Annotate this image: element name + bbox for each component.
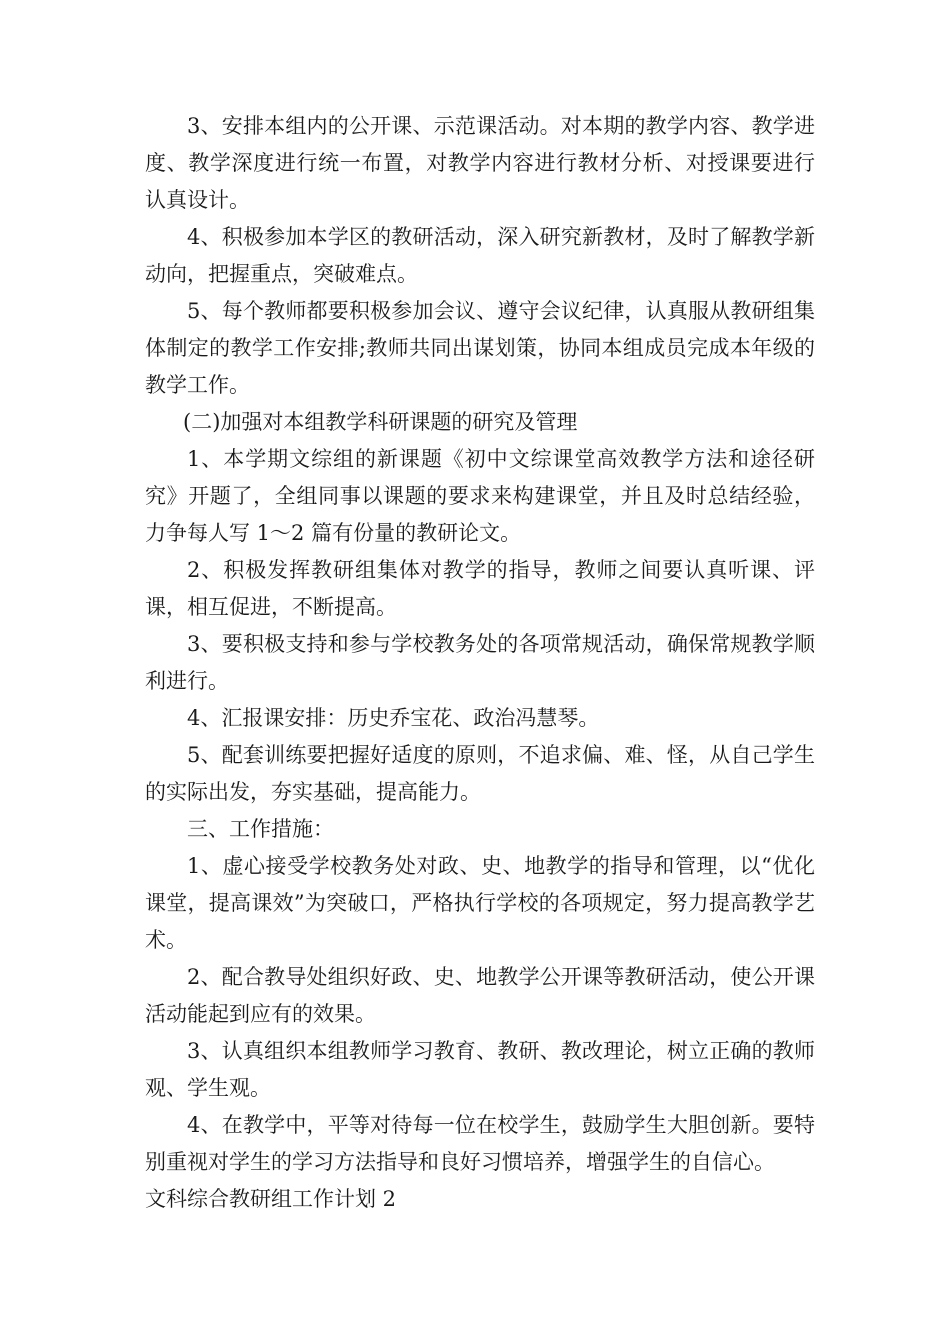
- paragraph-item-4-research-activity: 4、积极参加本学区的教研活动，深入研究新教材，及时了解教学新动向，把握重点，突破难点。: [145, 225, 815, 286]
- paragraph-item-4-equal-treatment: 4、在教学中，平等对待每一位在校学生，鼓励学生大胆创新。要特别重视对学生的学习方法指导和良好习惯培养，增强学生的自信心。: [145, 1113, 815, 1174]
- paragraph-item-3-study-theory: 3、认真组织本组教师学习教育、教研、教改理论，树立正确的教师观、学生观。: [145, 1039, 815, 1100]
- section-heading-research-management: (二)加强对本组教学科研课题的研究及管理: [183, 410, 578, 434]
- paragraph-item-5-training: 5、配套训练要把握好适度的原则，不追求偏、难、怪，从自己学生的实际出发，夯实基础，提高能力。: [145, 743, 815, 804]
- paragraph-item-2-collective-guidance: 2、积极发挥教研组集体对教学的指导，教师之间要认真听课、评课，相互促进，不断提高。: [145, 558, 815, 619]
- paragraph-item-2-public-class: 2、配合教导处组织好政、史、地教学公开课等教研活动，使公开课活动能起到应有的效果。: [145, 965, 815, 1026]
- paragraph-item-5-meeting-discipline: 5、每个教师都要积极参加会议、遵守会议纪律，认真服从教研组集体制定的教学工作安排;教师共同出谋划策，协同本组成员完成本年级的教学工作。: [145, 299, 815, 397]
- section-heading-work-measures: 三、工作措施：: [187, 817, 334, 841]
- document-body: [145, 108, 815, 1218]
- paragraph-item-1-new-topic: 1、本学期文综组的新课题《初中文综课堂高效教学方法和途径研究》开题了，全组同事以课题的要求来构建课堂，并且及时总结经验，力争每人写 1～2 篇有份量的教研论文。: [145, 447, 815, 545]
- paragraph-item-3-open-class: 3、安排本组内的公开课、示范课活动。对本期的教学内容、教学进度、教学深度进行统一布置，对教学内容进行教材分析、对授课要进行认真设计。: [145, 114, 815, 212]
- paragraph-item-1-accept-guidance: 1、虚心接受学校教务处对政、史、地教学的指导和管理，以“优化课堂，提高课效”为突破口，严格执行学校的各项规定，努力提高教学艺术。: [145, 854, 815, 952]
- paragraph-item-4-report-class: 4、汇报课安排：历史乔宝花、政治冯慧琴。: [187, 706, 600, 730]
- next-document-title: 文科综合教研组工作计划 2: [145, 1187, 397, 1211]
- paragraph-item-3-routine-activities: 3、要积极支持和参与学校教务处的各项常规活动，确保常规教学顺利进行。: [145, 632, 815, 693]
